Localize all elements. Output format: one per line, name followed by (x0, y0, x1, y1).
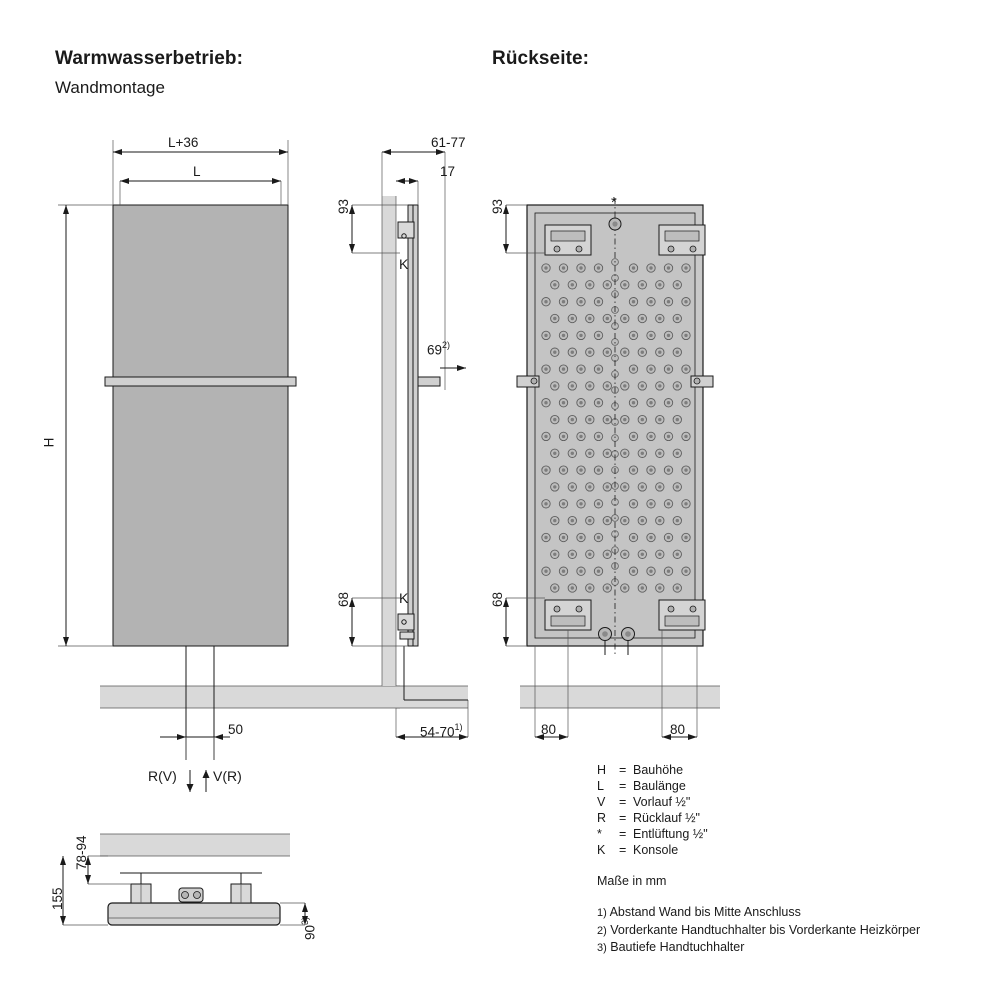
dim-side-bottom: 68 (336, 591, 351, 607)
page-title-right: Rückseite: (492, 48, 590, 69)
legend-note-text: Bautiefe Handtuchhalter (610, 940, 745, 954)
plan-radiator-body (108, 903, 280, 925)
legend-text: Entlüftung ½" (633, 827, 708, 841)
dim-rear-top: 93 (490, 198, 505, 214)
dim-side-towel-rail-note: 2) (442, 340, 451, 350)
legend-text: Rücklauf ½" (633, 811, 700, 825)
dim-front-height: H (41, 437, 57, 448)
dim-plan-depth (300, 917, 319, 940)
legend-text: Konsole (633, 843, 679, 857)
dim-plan-depth-value: 90 (302, 924, 318, 940)
dim-side-towel-rail-value: 69 (427, 342, 443, 358)
legend-note-text: Vorderkante Handtuchhalter bis Vorderkante Heizkörper (610, 922, 921, 937)
legend-equals: = (619, 827, 627, 841)
plan-wall-band (100, 834, 290, 856)
legend-note-num: 3) (597, 942, 607, 954)
legend-note-num: 1) (597, 907, 607, 919)
legend-symbol: R (597, 811, 607, 825)
front-floor-band (100, 686, 400, 708)
legend-symbol: K (597, 843, 606, 857)
legend-equals: = (619, 779, 627, 793)
marker-vent: * (611, 194, 617, 211)
legend-equals: = (619, 795, 627, 809)
side-floor-band (396, 686, 468, 708)
legend-symbol: H (597, 763, 607, 777)
legend-row (597, 843, 708, 859)
dim-side-wall-distance (420, 722, 463, 741)
legend-note (597, 939, 920, 957)
dim-side-total-depth: 61-77 (431, 135, 466, 150)
dim-side-towel-rail (427, 340, 450, 359)
dim-side-bracket-depth: 17 (440, 164, 456, 179)
dim-rear-bracket-right: 80 (670, 722, 686, 737)
legend-row (597, 763, 708, 779)
page-subtitle-left: Wandmontage (55, 78, 165, 97)
front-panel-lower (113, 385, 288, 646)
dim-side-wall-distance-note: 1) (454, 722, 463, 732)
legend-row (597, 811, 708, 827)
legend-equals: = (619, 811, 627, 825)
legend-table (597, 763, 708, 859)
legend-note-text: Abstand Wand bis Mitte Anschluss (609, 905, 801, 919)
label-flow-left: R(V) (148, 768, 177, 784)
dim-side-top: 93 (336, 198, 351, 214)
legend-symbol: * (597, 827, 602, 841)
legend-note (597, 922, 920, 940)
legend-text: Baulänge (633, 779, 686, 793)
legend-row (597, 795, 708, 811)
legend-text: Vorlauf ½" (633, 795, 691, 809)
rear-floor-band (520, 686, 720, 708)
legend-row (597, 779, 708, 795)
legend-row (597, 827, 708, 843)
dim-plan-depth-note: 3) (300, 916, 310, 925)
side-towel-rail (418, 377, 440, 386)
legend-symbol: V (597, 795, 606, 809)
dim-front-connection-offset: 50 (228, 722, 244, 737)
label-flow-right: V(R) (213, 768, 242, 784)
dim-rear-bottom: 68 (490, 591, 505, 607)
legend-symbol: L (597, 779, 604, 793)
dim-plan-wall-gap: 78-94 (74, 835, 89, 870)
legend-rows (597, 763, 708, 859)
dim-side-wall-distance-value: 54-70 (420, 724, 455, 740)
legend-text: Bauhöhe (633, 763, 684, 777)
legend-note (597, 904, 920, 922)
side-wall-band (382, 196, 396, 686)
label-console-top: K (399, 256, 409, 272)
legend-equals: = (619, 763, 627, 777)
dim-front-outer-width: L+36 (168, 135, 199, 150)
legend-note-num: 2) (597, 924, 607, 937)
page-title-left: Warmwasserbetrieb: (55, 48, 243, 69)
front-panel-upper (113, 205, 288, 381)
dim-front-inner-width: L (193, 164, 201, 179)
front-towel-rail (105, 377, 296, 386)
dim-rear-bracket-left: 80 (541, 722, 557, 737)
legend-units: Maße in mm (597, 874, 667, 888)
legend-equals: = (619, 843, 627, 857)
dim-plan-height: 155 (50, 887, 65, 910)
legend-notes (597, 904, 920, 957)
label-console-bottom: K (399, 590, 409, 606)
